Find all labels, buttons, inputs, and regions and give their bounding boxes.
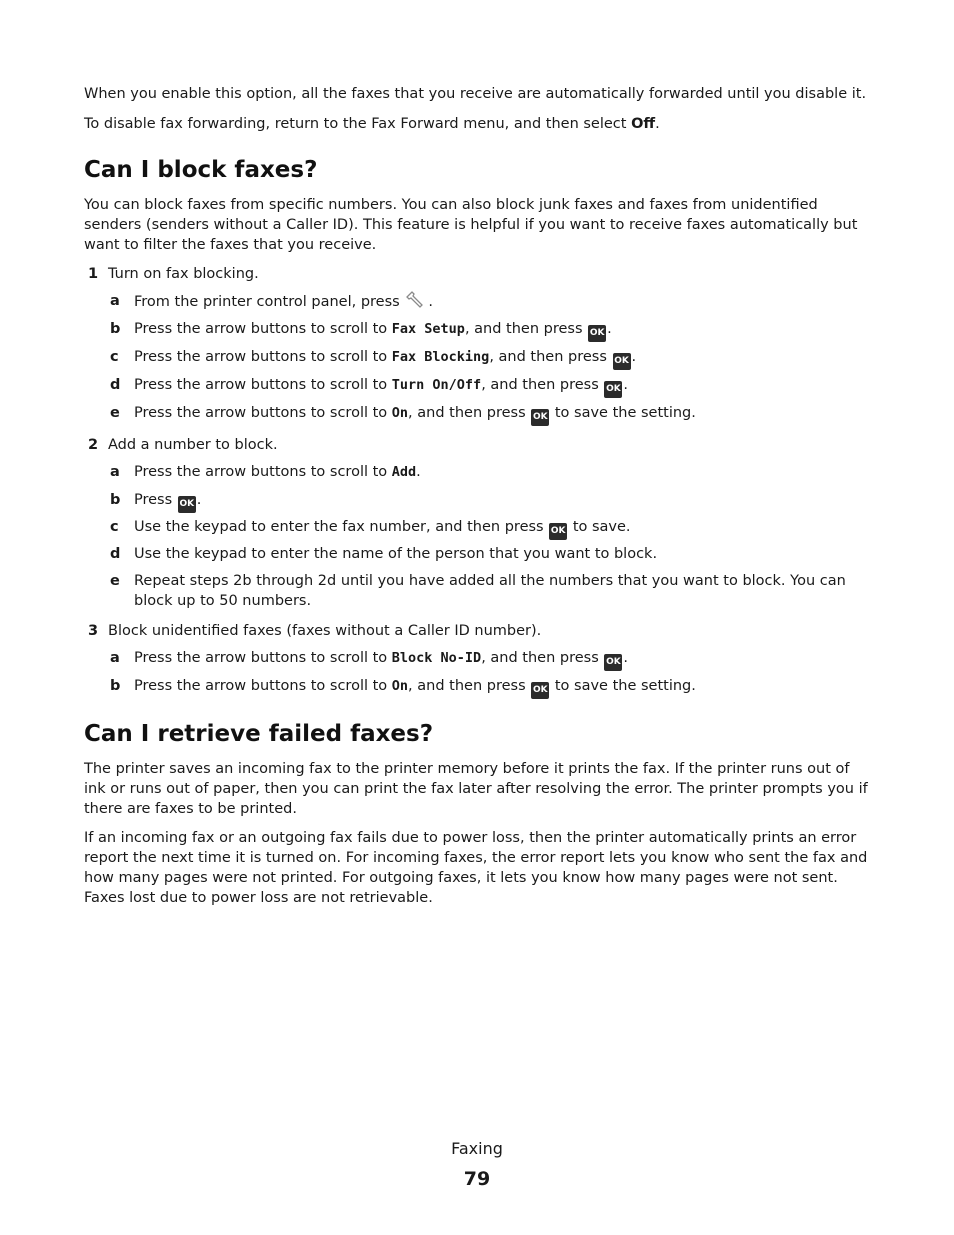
retrieve-paragraph-1: The printer saves an incoming fax to the printer memory before it prints the fax. If the printer runs out of ink or runs out of paper, then you can print the fax later after resolving the error. The printer prompts you if there are faxes to be printed. — [84, 761, 868, 817]
ok-button-icon: OK — [549, 523, 567, 540]
heading-block-faxes: Can I block faxes? — [84, 157, 318, 183]
retrieve-paragraph-2: If an incoming fax or an outgoing fax fails due to power loss, then the printer automatically prints an error report the next time it is turned on. For incoming faxes, the error report lets you know who sent the fax and how many pages were not printed. For outgoing faxes, it lets you know how many pages were not sent. Faxes lost due to power loss are not retrievable. — [84, 830, 868, 906]
intro-paragraph-2: To disable fax forwarding, return to the Fax Forward menu, and then select Off. — [84, 116, 660, 132]
ok-button-icon: OK — [588, 325, 606, 342]
block-faxes-intro: You can block faxes from specific numbers. You can also block junk faxes and faxes from unidentified senders (senders without a Caller ID). This feature is helpful if you want to receive faxes automatically but want to filter the faxes that you receive. — [84, 197, 858, 253]
ok-button-icon: OK — [604, 654, 622, 671]
heading-retrieve-failed-faxes: Can I retrieve failed faxes? — [84, 721, 434, 747]
ok-button-icon: OK — [178, 496, 196, 513]
ok-button-icon: OK — [531, 682, 549, 699]
ok-button-icon: OK — [604, 381, 622, 398]
intro-paragraph-1: When you enable this option, all the faxes that you receive are automatically forwarded until you disable it. — [84, 86, 867, 102]
wrench-icon — [406, 291, 426, 309]
ok-button-icon: OK — [531, 409, 549, 426]
page-number: 79 — [463, 1168, 491, 1190]
ok-button-icon: OK — [613, 353, 631, 370]
footer-chapter-label: Faxing — [451, 1139, 503, 1158]
